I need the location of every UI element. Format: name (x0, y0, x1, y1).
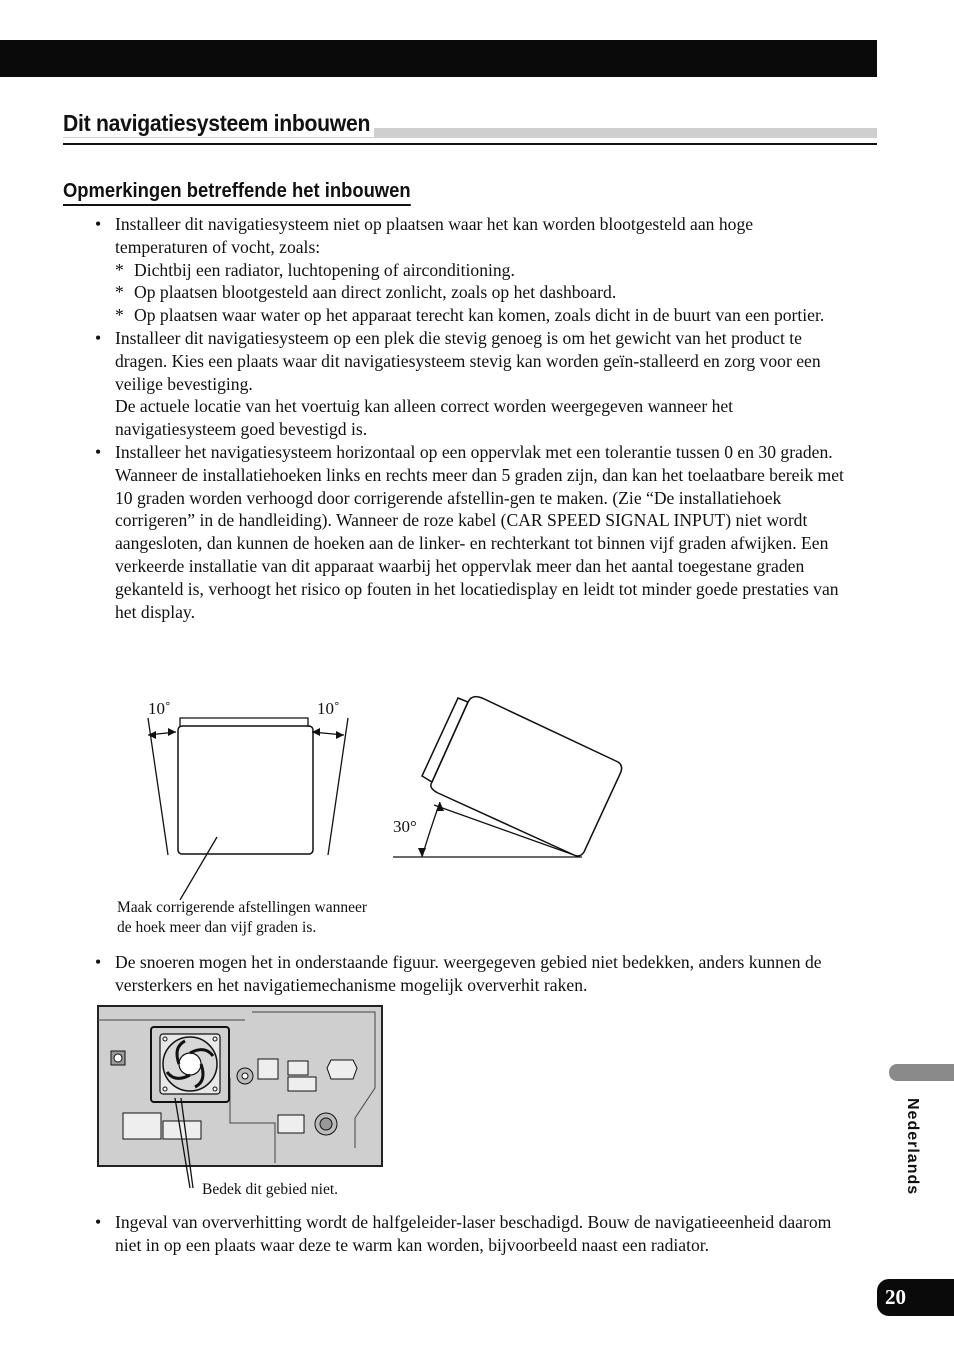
rear-panel-figure (95, 1003, 390, 1198)
list-item-text: Ingeval van oververhitting wordt de halfgeleider-laser beschadigd. Bouw de navigatieeenheid daarom niet in op een plaats waar deze te warm kan worden, bijvoorbeeld naast een radiator. (115, 1212, 832, 1255)
arrow-head (148, 731, 156, 739)
page-number: 20 (877, 1279, 954, 1316)
list-item-text: De snoeren mogen het in onderstaande figuur. weergegeven gebied niet bedekken, anders kunnen de versterkers en het navigatiemechanisme mogelijk oververhit raken. (115, 952, 822, 995)
figure-caption: Bedek dit gebied niet. (202, 1181, 339, 1198)
caption-line: Maak corrigerende afstellingen wanneer (117, 899, 368, 916)
angle-label-left: 10˚ (148, 699, 171, 718)
unit-front-view (178, 726, 313, 854)
jack-round-center (320, 1118, 332, 1130)
screw-icon (163, 1037, 167, 1041)
unit-tilted-body (431, 697, 622, 856)
list-item (95, 441, 845, 623)
arrow-head (336, 731, 344, 739)
list-item-text: Installeer het navigatiesysteem horizontaal op een oppervlak met een tolerantie tussen 0 en 30 graden. Wanneer de installatiehoeken links en rechts meer dan 5 graden zijn, dan kan het toelaatbare bereik met 10 graden worden verhoogd door corrigerende afstellin-gen te maken. (Zie “De installatiehoek corrigeren” in de handleiding). Wanneer de roze kabel (CAR SPEED SIGNAL INPUT) niet wordt aangesloten, dan kunnen de hoeken aan de linker- en rechterkant tot binnen vijf graden afwijken. Een verkeerde installatie van dit apparaat waarbij het oppervlak meer dan het aantal toegestane graden gekanteld is, verhoogt het risico op fouten in het locatiedisplay en leidt tot minder goede prestaties van het display. (115, 441, 844, 622)
tilt-leader (434, 805, 574, 855)
caption-leader-line (180, 837, 217, 900)
fan-hub (179, 1053, 201, 1075)
connector-port (258, 1059, 278, 1079)
language-label: Nederlands (904, 1098, 921, 1196)
bullet-marker: • (95, 952, 102, 972)
star-marker: * (115, 305, 124, 326)
rear-panel (98, 1006, 382, 1166)
installation-angle-figure (110, 690, 650, 900)
list-item (95, 327, 845, 395)
list-item (95, 1211, 845, 1257)
left-tolerance-line (148, 718, 168, 855)
bullet-list-bottom (95, 1211, 845, 1257)
bullet-marker: • (95, 214, 102, 234)
jack-round-center (242, 1073, 248, 1079)
side-tab-marker (889, 1064, 954, 1081)
angle-label-tilt: 30° (393, 817, 417, 836)
sub-list-item (95, 281, 845, 304)
sub-list-item-text: Dichtbij een radiator, luchtopening of airconditioning. (134, 259, 515, 280)
bullet-marker: • (95, 1212, 102, 1232)
list-item-text: Installeer dit navigatiesysteem op een plek die stevig genoeg is om het gewicht van het product te dragen. Kies een plaats waar dit navigatiesysteem stevig kan worden geïn-stalleerd en zorg voor een veilige bevestiging. (115, 327, 821, 394)
arrow-head (168, 728, 176, 736)
star-marker: * (115, 259, 124, 280)
screw-icon (213, 1087, 217, 1091)
caption-line: de hoek meer dan vijf graden is. (117, 918, 317, 936)
section-heading (63, 110, 877, 148)
sub-list-item-text: Op plaatsen blootgesteld aan direct zonlicht, zoals op het dashboard. (134, 282, 617, 303)
list-item-text: Installeer dit navigatiesysteem niet op plaatsen waar het kan worden blootgesteld aan hoge temperaturen of vocht, zoals: (115, 214, 754, 257)
bullet-list-mid (95, 951, 845, 997)
screw-icon (213, 1037, 217, 1041)
figure-caption (117, 898, 367, 937)
connector-port (288, 1061, 308, 1075)
connector-port (288, 1077, 316, 1091)
section-heading-rule (63, 143, 877, 145)
connector-port (327, 1060, 357, 1079)
sub-list-item-text: Op plaatsen waar water op het apparaat terecht kan komen, zoals dicht in de buurt van een portier. (134, 305, 825, 326)
jack-hole (114, 1054, 122, 1062)
section-title: Dit navigatiesysteem inbouwen (63, 110, 374, 137)
unit-tilted-side (422, 698, 468, 782)
connector-port (278, 1115, 304, 1133)
sub-list-item (95, 304, 845, 327)
right-tolerance-line (328, 718, 348, 855)
connector-port (123, 1113, 161, 1139)
bullet-marker: • (95, 441, 102, 462)
sub-list-item (95, 259, 845, 282)
list-item (95, 951, 845, 997)
header-bar (0, 40, 877, 77)
bullet-marker: • (95, 327, 102, 348)
angle-label-right: 10˚ (317, 699, 340, 718)
list-item-continuation: De actuele locatie van het voertuig kan alleen correct worden weergegeven wanneer het navigatiesysteem goed bevestigd is. (115, 396, 734, 440)
screw-icon (163, 1087, 167, 1091)
arrow-head (418, 848, 426, 857)
list-item (95, 213, 845, 259)
bullet-list-top (95, 213, 845, 623)
subsection-title: Opmerkingen betreffende het inbouwen (63, 180, 411, 206)
star-marker: * (115, 282, 124, 303)
